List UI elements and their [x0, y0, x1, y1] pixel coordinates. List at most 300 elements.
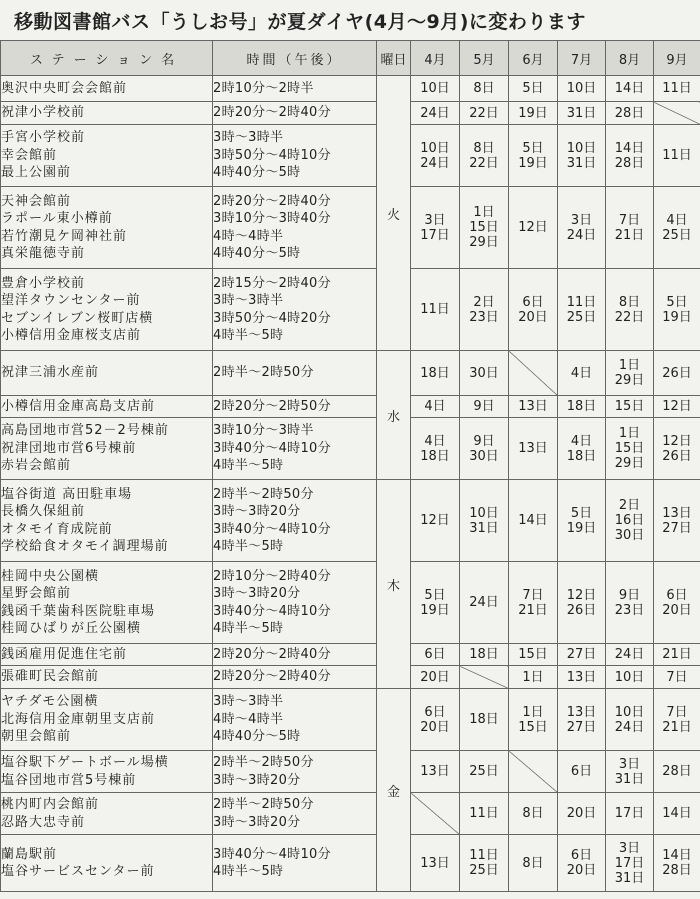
service-date: 10日 [469, 505, 499, 521]
service-date: 25日 [662, 227, 692, 243]
station-group-row [1, 351, 700, 396]
service-date: 9日 [473, 399, 495, 414]
month-dates-cell [654, 396, 700, 418]
time-cell [213, 480, 377, 562]
month-dates-cell [411, 351, 460, 396]
month-dates-cell [411, 480, 460, 562]
station-name: 若竹潮見ケ岡神社前 [1, 228, 128, 244]
service-date: 2日 [618, 498, 641, 513]
month-dates-cell [606, 835, 654, 892]
station-cell [1, 269, 213, 351]
service-date: 20日 [518, 309, 548, 325]
service-date: 13日 [420, 764, 450, 779]
time-range: 2時10分～2時半 [213, 80, 314, 96]
service-date: 12日 [518, 220, 548, 235]
service-date: 25日 [566, 309, 597, 325]
station-name: 桂岡ひばりが丘公園横 [1, 620, 142, 636]
service-date: 12日 [662, 433, 692, 449]
station-group-row [1, 418, 700, 480]
station-cell [1, 480, 213, 562]
service-date: 18日 [469, 647, 499, 662]
service-date: 24日 [469, 595, 499, 610]
station-name: 朝里会館前 [1, 729, 72, 745]
month-dates-cell [606, 793, 654, 835]
no-service-cell [509, 351, 558, 396]
time-range: 3時50分～4時20分 [213, 310, 331, 326]
time-cell [213, 562, 377, 644]
month-dates-cell [411, 666, 460, 689]
service-date: 24日 [614, 647, 645, 662]
schedule-table [0, 40, 700, 892]
service-date: 12日 [420, 513, 450, 528]
service-date: 6日 [666, 587, 688, 603]
station-group-row [1, 76, 700, 102]
service-date: 21日 [614, 227, 645, 243]
service-date: 18日 [469, 712, 499, 727]
service-date: 21日 [662, 647, 692, 662]
station-group-row [1, 793, 700, 835]
time-cell [213, 269, 377, 351]
month-dates-cell [509, 666, 558, 689]
month-dates-cell [558, 418, 606, 480]
station-name: 塩谷サービスセンター前 [1, 864, 155, 879]
month-dates-cell [509, 269, 558, 351]
month-dates-cell [654, 269, 700, 351]
service-date: 4日 [570, 365, 593, 381]
service-date: 28日 [662, 764, 692, 779]
service-date: 1日 [473, 205, 495, 220]
station-group-row [1, 835, 700, 892]
service-date: 24日 [420, 105, 450, 121]
month-dates-cell [558, 351, 606, 396]
time-range: 3時10分～3時半 [213, 423, 314, 439]
month-dates-cell [411, 418, 460, 480]
time-range: 3時40分～4時10分 [213, 521, 331, 537]
time-range: 4時～4時半 [213, 228, 284, 244]
time-range: 4時半～5時 [213, 327, 284, 343]
station-name: 祝津小学校前 [1, 105, 86, 121]
station-cell [1, 751, 213, 793]
service-date: 5日 [424, 587, 446, 603]
station-name: 学校給食オタモイ調理場前 [1, 538, 169, 554]
station-cell [1, 666, 213, 689]
month-dates-cell [558, 644, 606, 666]
station-name: 奥沢中央町会会館前 [1, 80, 128, 96]
service-date: 18日 [420, 448, 450, 464]
time-range: 3時～3時半 [213, 293, 284, 309]
service-date: 11日 [469, 848, 499, 863]
service-date: 3日 [570, 212, 593, 228]
time-range: 3時～3時20分 [213, 772, 301, 788]
month-dates-cell [654, 125, 700, 187]
service-date: 11日 [420, 302, 450, 317]
month-dates-cell [606, 562, 654, 644]
service-date: 10日 [614, 704, 645, 720]
service-date: 14日 [662, 848, 692, 863]
month-dates-cell [411, 751, 460, 793]
time-range: 2時20分～2時40分 [213, 669, 331, 685]
service-date: 30日 [614, 528, 645, 543]
service-date: 15日 [518, 719, 548, 735]
month-dates-cell [558, 793, 606, 835]
month-dates-cell [509, 125, 558, 187]
month-dates-cell [654, 187, 700, 269]
time-cell [213, 793, 377, 835]
service-date: 20日 [420, 669, 450, 685]
service-date: 15日 [614, 399, 645, 414]
month-dates-cell [411, 644, 460, 666]
weekday-cell: 水 [377, 351, 411, 480]
month-dates-cell [606, 102, 654, 125]
service-date: 7日 [666, 669, 688, 685]
time-range: 4時～4時半 [213, 711, 284, 727]
service-date: 20日 [566, 806, 597, 821]
time-range: 3時～3時半 [213, 694, 284, 710]
month-dates-cell [460, 187, 509, 269]
no-service-cell [460, 666, 509, 689]
month-dates-cell [606, 644, 654, 666]
service-date: 11日 [662, 148, 692, 163]
month-dates-cell [606, 689, 654, 751]
month-dates-cell [558, 835, 606, 892]
station-name: 桃内町内会館前 [1, 797, 100, 813]
time-range: 2時20分～2時40分 [213, 646, 331, 662]
station-name: 高島団地市営52－2号棟前 [1, 423, 169, 439]
month-dates-cell [460, 76, 509, 102]
month-dates-cell [509, 793, 558, 835]
page-title: 移動図書館バス「うしお号」が夏ダイヤ(4月〜9月)に変わります [14, 10, 586, 33]
station-name: 塩谷駅下ゲートボール場横 [1, 755, 169, 771]
station-cell [1, 396, 213, 418]
time-range: 2時半～2時50分 [213, 797, 314, 813]
station-name: 祝津三浦水産前 [1, 365, 100, 381]
service-date: 28日 [614, 155, 645, 171]
service-date: 13日 [566, 669, 597, 685]
month-dates-cell [460, 396, 509, 418]
month-dates-cell [606, 480, 654, 562]
time-cell [213, 351, 377, 396]
station-group-row [1, 689, 700, 751]
station-name: 手宮小学校前 [1, 130, 86, 146]
station-name: 天神会館前 [1, 193, 72, 209]
station-name: 張碓町民会館前 [1, 669, 100, 685]
station-name: 塩谷街道 高田駐車場 [1, 486, 133, 502]
month-dates-cell [460, 751, 509, 793]
service-date: 4日 [666, 212, 688, 228]
service-date: 27日 [566, 647, 597, 662]
header-month-august: 8月 [606, 41, 654, 76]
month-dates-cell [460, 793, 509, 835]
header-month-september: 9月 [654, 41, 700, 76]
service-date: 6日 [570, 848, 593, 863]
time-range: 4時半～5時 [213, 458, 284, 474]
month-dates-cell [558, 102, 606, 125]
time-cell [213, 666, 377, 689]
service-date: 19日 [518, 155, 548, 171]
station-name: 銭函千葉歯科医院駐車場 [1, 603, 156, 619]
time-range: 3時～3時20分 [213, 814, 301, 830]
service-date: 19日 [662, 309, 692, 325]
service-date: 11日 [566, 294, 597, 310]
month-dates-cell [509, 562, 558, 644]
service-date: 18日 [566, 448, 597, 464]
service-date: 3日 [424, 212, 446, 228]
station-name: セブンイレブン桜町店横 [1, 310, 154, 326]
month-dates-cell [411, 835, 460, 892]
time-range: 4時半～5時 [213, 538, 284, 554]
month-dates-cell [606, 187, 654, 269]
time-range: 3時10分～3時40分 [213, 211, 331, 227]
service-date: 24日 [566, 227, 597, 243]
header-month-june: 6月 [509, 41, 558, 76]
service-date: 19日 [518, 105, 548, 121]
service-date: 29日 [614, 456, 645, 471]
month-dates-cell [654, 644, 700, 666]
month-dates-cell [606, 751, 654, 793]
station-name: オタモイ育成院前 [1, 521, 113, 537]
time-cell [213, 644, 377, 666]
service-date: 1日 [618, 358, 641, 373]
station-name: 幸会館前 [1, 147, 58, 163]
station-name: 長橋久保組前 [1, 504, 86, 520]
month-dates-cell [460, 480, 509, 562]
service-date: 31日 [614, 870, 645, 886]
time-range: 4時40分～5時 [213, 245, 301, 261]
service-date: 5日 [522, 81, 544, 96]
service-date: 31日 [469, 520, 499, 536]
weekday-cell: 火 [377, 76, 411, 351]
service-date: 25日 [469, 863, 499, 878]
time-range: 2時20分～2時50分 [213, 398, 331, 414]
service-date: 14日 [614, 140, 645, 156]
service-date: 5日 [570, 505, 593, 521]
month-dates-cell [558, 76, 606, 102]
month-dates-cell [654, 562, 700, 644]
service-date: 3日 [618, 756, 641, 772]
month-dates-cell [411, 562, 460, 644]
service-date: 13日 [420, 855, 450, 871]
service-date: 26日 [662, 448, 692, 464]
service-date: 22日 [469, 105, 499, 121]
service-date: 7日 [666, 704, 688, 720]
month-dates-cell [509, 187, 558, 269]
station-cell [1, 125, 213, 187]
station-name: 小樽信用金庫桜支店前 [1, 327, 142, 343]
service-date: 1日 [618, 426, 641, 441]
month-dates-cell [654, 751, 700, 793]
service-date: 26日 [662, 365, 692, 381]
month-dates-cell [606, 396, 654, 418]
station-name: 北海信用金庫朝里支店前 [1, 711, 156, 727]
service-date: 7日 [618, 212, 641, 228]
station-name: 最上公園前 [1, 165, 72, 181]
service-date: 10日 [420, 81, 450, 96]
station-name: 祝津団地市営6号棟前 [1, 440, 137, 456]
service-date: 8日 [522, 855, 544, 871]
service-date: 6日 [570, 764, 593, 779]
header-row [1, 41, 700, 76]
service-date: 20日 [420, 719, 450, 735]
station-name: 桂岡中央公園横 [1, 568, 100, 584]
service-date: 6日 [424, 704, 446, 720]
month-dates-cell [654, 351, 700, 396]
station-cell [1, 793, 213, 835]
station-cell [1, 76, 213, 102]
service-date: 4日 [424, 399, 446, 414]
month-dates-cell [558, 125, 606, 187]
service-date: 6日 [424, 647, 446, 662]
time-cell [213, 76, 377, 102]
station-cell [1, 644, 213, 666]
month-dates-cell [654, 793, 700, 835]
station-group-row [1, 480, 700, 562]
month-dates-cell [606, 269, 654, 351]
service-date: 28日 [614, 105, 645, 121]
service-date: 20日 [662, 602, 692, 618]
service-date: 10日 [614, 669, 645, 685]
month-dates-cell [411, 76, 460, 102]
month-dates-cell [558, 187, 606, 269]
service-date: 20日 [566, 863, 597, 878]
month-dates-cell [654, 480, 700, 562]
month-dates-cell [654, 689, 700, 751]
month-dates-cell [558, 480, 606, 562]
month-dates-cell [509, 644, 558, 666]
service-date: 30日 [469, 365, 499, 381]
header-station: ステーション名 [1, 41, 213, 76]
station-name: 小樽信用金庫高島支店前 [1, 398, 156, 414]
station-name: 塩谷団地市営5号棟前 [1, 772, 137, 788]
service-date: 8日 [618, 294, 641, 310]
station-cell [1, 102, 213, 125]
station-cell [1, 351, 213, 396]
service-date: 8日 [473, 81, 495, 96]
station-cell [1, 835, 213, 892]
service-date: 29日 [614, 373, 645, 388]
service-date: 14日 [518, 513, 548, 528]
service-date: 13日 [518, 441, 548, 456]
month-dates-cell [509, 418, 558, 480]
station-name: ラポール東小樽前 [1, 211, 113, 227]
month-dates-cell [654, 76, 700, 102]
month-dates-cell [509, 396, 558, 418]
station-name: 忍路大忠寺前 [1, 814, 86, 830]
header-month-april: 4月 [411, 41, 460, 76]
service-date: 8日 [522, 806, 544, 821]
service-date: 15日 [518, 647, 548, 662]
service-date: 1日 [522, 704, 544, 720]
service-date: 9日 [618, 587, 641, 603]
service-date: 27日 [566, 719, 597, 735]
time-range: 2時20分～2時40分 [213, 193, 331, 209]
time-range: 2時20分～2時40分 [213, 105, 331, 121]
month-dates-cell [460, 351, 509, 396]
service-date: 26日 [566, 602, 597, 618]
service-date: 24日 [420, 155, 450, 171]
month-dates-cell [460, 418, 509, 480]
service-date: 12日 [566, 587, 597, 603]
month-dates-cell [509, 689, 558, 751]
time-range: 3時50分～4時10分 [213, 147, 331, 163]
month-dates-cell [558, 396, 606, 418]
station-name: 蘭島駅前 [1, 846, 58, 862]
service-date: 5日 [522, 140, 544, 156]
service-date: 19日 [566, 520, 597, 536]
station-cell [1, 562, 213, 644]
service-date: 2日 [473, 294, 495, 310]
station-group-row [1, 102, 700, 125]
service-date: 31日 [614, 771, 645, 787]
station-name: 銭函雇用促進住宅前 [1, 646, 128, 662]
service-date: 22日 [614, 309, 645, 325]
time-range: 4時半～5時 [213, 864, 284, 879]
time-cell [213, 396, 377, 418]
month-dates-cell [509, 76, 558, 102]
service-date: 27日 [662, 520, 692, 536]
month-dates-cell [460, 835, 509, 892]
month-dates-cell [606, 666, 654, 689]
month-dates-cell [411, 125, 460, 187]
month-dates-cell [606, 76, 654, 102]
month-dates-cell [460, 562, 509, 644]
no-service-cell [509, 751, 558, 793]
time-range: 3時40分～4時10分 [213, 440, 331, 456]
service-date: 1日 [522, 669, 544, 685]
time-range: 3時～3時20分 [213, 586, 301, 602]
service-date: 17日 [614, 855, 645, 871]
service-date: 21日 [662, 719, 692, 735]
service-date: 9日 [473, 433, 495, 449]
station-cell [1, 418, 213, 480]
time-cell [213, 102, 377, 125]
station-name: 星野会館前 [1, 586, 72, 602]
station-cell [1, 689, 213, 751]
service-date: 29日 [469, 235, 499, 250]
service-date: 11日 [469, 806, 499, 821]
station-group-row [1, 644, 700, 666]
time-cell [213, 418, 377, 480]
month-dates-cell [411, 269, 460, 351]
station-name: 真栄龍徳寺前 [1, 245, 86, 261]
station-group-row [1, 125, 700, 187]
time-range: 2時10分～2時40分 [213, 568, 331, 584]
weekday-cell: 木 [377, 480, 411, 689]
header-time: 時間（午後） [213, 41, 377, 76]
service-date: 13日 [566, 704, 597, 720]
weekday-cell: 金 [377, 689, 411, 892]
station-group-row [1, 187, 700, 269]
time-cell [213, 689, 377, 751]
time-cell [213, 751, 377, 793]
service-date: 31日 [566, 155, 597, 171]
month-dates-cell [460, 644, 509, 666]
month-dates-cell [411, 102, 460, 125]
time-range: 4時40分～5時 [213, 729, 301, 745]
month-dates-cell [411, 396, 460, 418]
service-date: 6日 [522, 294, 544, 310]
service-date: 24日 [614, 719, 645, 735]
station-group-row [1, 269, 700, 351]
month-dates-cell [558, 666, 606, 689]
service-date: 15日 [614, 441, 645, 456]
service-date: 16日 [614, 513, 645, 528]
month-dates-cell [460, 269, 509, 351]
service-date: 22日 [469, 155, 499, 171]
service-date: 15日 [469, 220, 499, 235]
service-date: 5日 [666, 294, 688, 310]
service-date: 23日 [614, 602, 645, 618]
month-dates-cell [606, 351, 654, 396]
